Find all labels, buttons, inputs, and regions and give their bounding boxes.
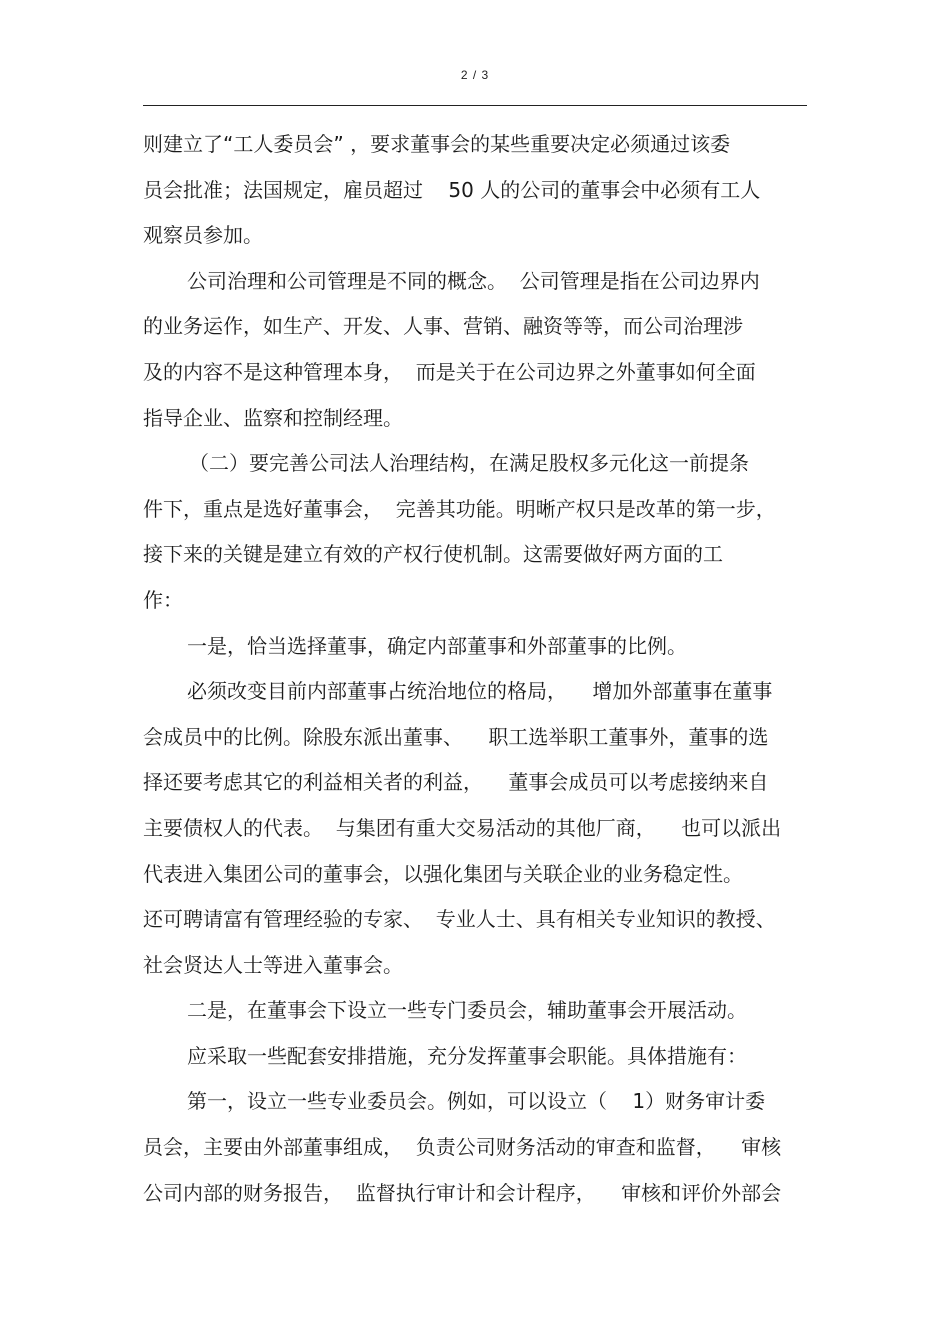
paragraph-first-line: 二是，在董事会下设立一些专门委员会，辅助董事会开展活动。 — [187, 998, 747, 1023]
text-line: 接下来的关键是建立有效的产权行使机制。这需要做好两方面的工 — [143, 542, 723, 567]
text-line: 社会贤达人士等进入董事会。 — [143, 952, 403, 977]
text-line: 观察员参加。 — [143, 223, 263, 248]
text-line: 作： — [143, 587, 183, 612]
text-line: 的业务运作，如生产、开发、人事、营销、融资等等，而公司治理涉 — [143, 314, 743, 339]
paragraph-first-line: 公司治理和公司管理是不同的概念。 公司管理是指在公司边界内 — [187, 268, 760, 293]
text-line: 主要债权人的代表。 与集团有重大交易活动的其他厂商， 也可以派出 — [143, 815, 782, 840]
text-line: 还可聘请富有管理经验的专家、 专业人士、具有相关专业知识的教授、 — [143, 907, 776, 932]
document-body — [143, 122, 807, 1216]
paragraph-first-line: 应采取一些配套安排措施，充分发挥董事会职能。具体措施有： — [187, 1043, 747, 1068]
text-line: 员会批准；法国规定，雇员超过 50 人的公司的董事会中必须有工人 — [143, 177, 761, 202]
text-line: 件下，重点是选好董事会， 完善其功能。明晰产权只是改革的第一步， — [143, 496, 776, 521]
text-line: 及的内容不是这种管理本身， 而是关于在公司边界之外董事如何全面 — [143, 359, 756, 384]
paragraph-first-line: 一是，恰当选择董事，确定内部董事和外部董事的比例。 — [187, 633, 687, 658]
page-number: 2 / 3 — [460, 68, 490, 82]
text-line: 指导企业、监察和控制经理。 — [143, 405, 403, 430]
text-line: 则建立了“工人委员会” ，要求董事会的某些重要决定必须通过该委 — [143, 132, 731, 156]
paragraph-first-line: 必须改变目前内部董事占统治地位的格局， 增加外部董事在董事 — [187, 679, 773, 704]
text-line: 择还要考虑其它的利益相关者的利益， 董事会成员可以考虑接纳来自 — [143, 770, 769, 795]
text-line: 公司内部的财务报告， 监督执行审计和会计程序， 审核和评价外部会 — [143, 1180, 782, 1205]
text-line: 会成员中的比例。除股东派出董事、 职工选举职工董事外，董事的选 — [143, 724, 769, 749]
paragraph-first-line: 第一，设立一些专业委员会。例如，可以设立（ 1）财务审计委 — [187, 1089, 766, 1114]
text-line: 代表进入集团公司的董事会，以强化集团与关联企业的业务稳定性。 — [143, 861, 743, 886]
header-divider — [143, 105, 807, 106]
paragraph-first-line: （二）要完善公司法人治理结构，在满足股权多元化这一前提条 — [189, 451, 749, 476]
text-line: 员会，主要由外部董事组成， 负责公司财务活动的审查和监督， 审核 — [143, 1135, 782, 1160]
